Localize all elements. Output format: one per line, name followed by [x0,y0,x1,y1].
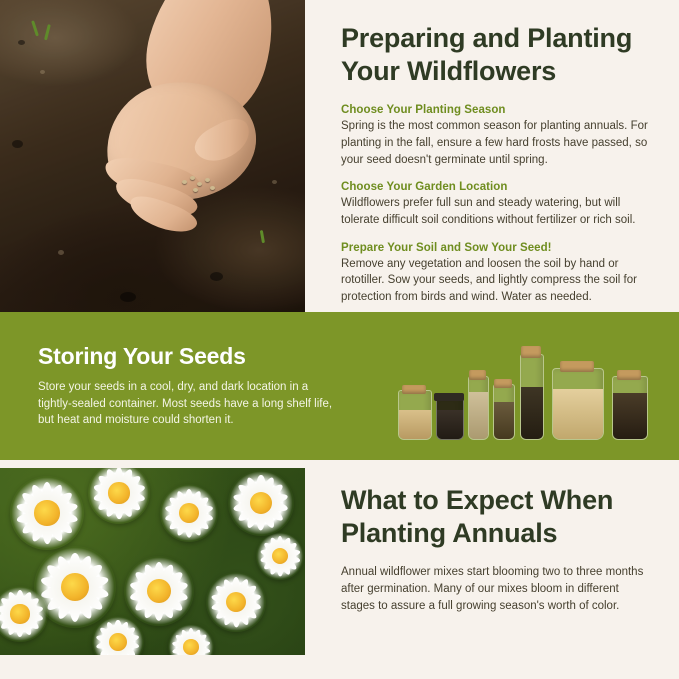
flower-center [147,579,171,603]
flower-center [34,500,59,525]
cork-stopper [521,346,541,358]
cork-stopper [617,370,641,380]
seed-jar [398,390,432,440]
planting-text-column [305,0,679,312]
daisy-flower [10,476,84,550]
glass-jars-of-seeds-photo [340,326,679,446]
section-storing-your-seeds [0,312,679,460]
white-daisy-flowers-photo [0,468,305,655]
section-body: Annual wildflower mixes start blooming two to three months after germination. Many of our mixes bloom in different stages to assure a full growing season's worth of color. [341,566,644,613]
block-planting-season [341,104,653,168]
daisy-flower [124,556,194,626]
seed-tube [468,376,489,440]
section-what-to-expect [0,460,679,679]
daisy-flower [206,572,266,632]
block-garden-location [341,181,653,228]
flower-center [61,573,89,601]
seed-tube-tall [520,354,544,440]
seed [193,188,198,192]
cork-stopper [402,385,426,394]
expect-text-column [305,460,679,679]
section-title: What to Expect When Planting Annuals [341,485,614,549]
seed-jar-large [552,368,604,440]
section-preparing-and-planting [0,0,679,312]
flower-center [10,604,29,623]
flower-center [179,503,199,523]
hand-illustration [44,0,294,234]
soil-clod [120,292,136,302]
flower-center [108,482,129,503]
block-body: Remove any vegetation and loosen the soil by hand or rototiller. Sow your seeds, and lightly compress the soil for protection from birds and wind. Water as needed. [341,257,637,304]
seed-fill [469,392,488,439]
block-title: Prepare Your Soil and Sow Your Seed! [341,241,552,254]
block-body: Spring is the most common season for planting annuals. For planting in the fall, ensure a few hard frosts have passed, so your seed doesn't germinate until spring. [341,120,648,166]
seed [197,182,202,186]
seed-fill [437,410,463,439]
seed [210,186,215,190]
soil-clod [12,140,23,148]
flower-center [109,633,127,651]
block-title: Choose Your Garden Location [341,181,508,194]
flower-center [183,639,199,655]
cork-stopper [560,361,594,372]
section-body: Store your seeds in a cool, dry, and dark location in a tightly-sealed container. Most seeds have a long shelf life, but heat and moisture could shorten it. [38,380,333,427]
seed-fill [494,402,514,439]
soil-clod [58,250,64,255]
cork-stopper [469,370,486,380]
soil-clod [18,40,25,45]
seed-jar [436,396,464,440]
seed-fill [399,410,431,439]
daisy-flower [256,532,304,580]
seeds-in-hand [182,176,216,196]
section-title: Storing Your Seeds [38,342,246,369]
page-title: Preparing and Planting Your Wildflowers [341,23,633,87]
seed-jar [612,376,648,440]
seed [205,178,210,182]
seed-fill [553,389,603,439]
block-prepare-soil [341,242,653,306]
seed [190,176,195,180]
block-title: Choose Your Planting Season [341,104,506,117]
seed-fill [613,393,647,439]
daisy-flower [160,484,218,542]
hand-sowing-seeds-in-soil-photo [0,0,305,312]
jar-lid [434,393,464,401]
cork-stopper [494,379,512,388]
daisy-flower [228,470,294,536]
block-body: Wildflowers prefer full sun and steady watering, but will tolerate difficult soil conditions without fertilizer or rich soil. [341,197,636,227]
seed-tube [493,384,515,440]
soil-clod [210,272,223,281]
seed-fill [521,387,543,439]
storing-text-column [0,343,340,429]
seed [182,180,187,184]
